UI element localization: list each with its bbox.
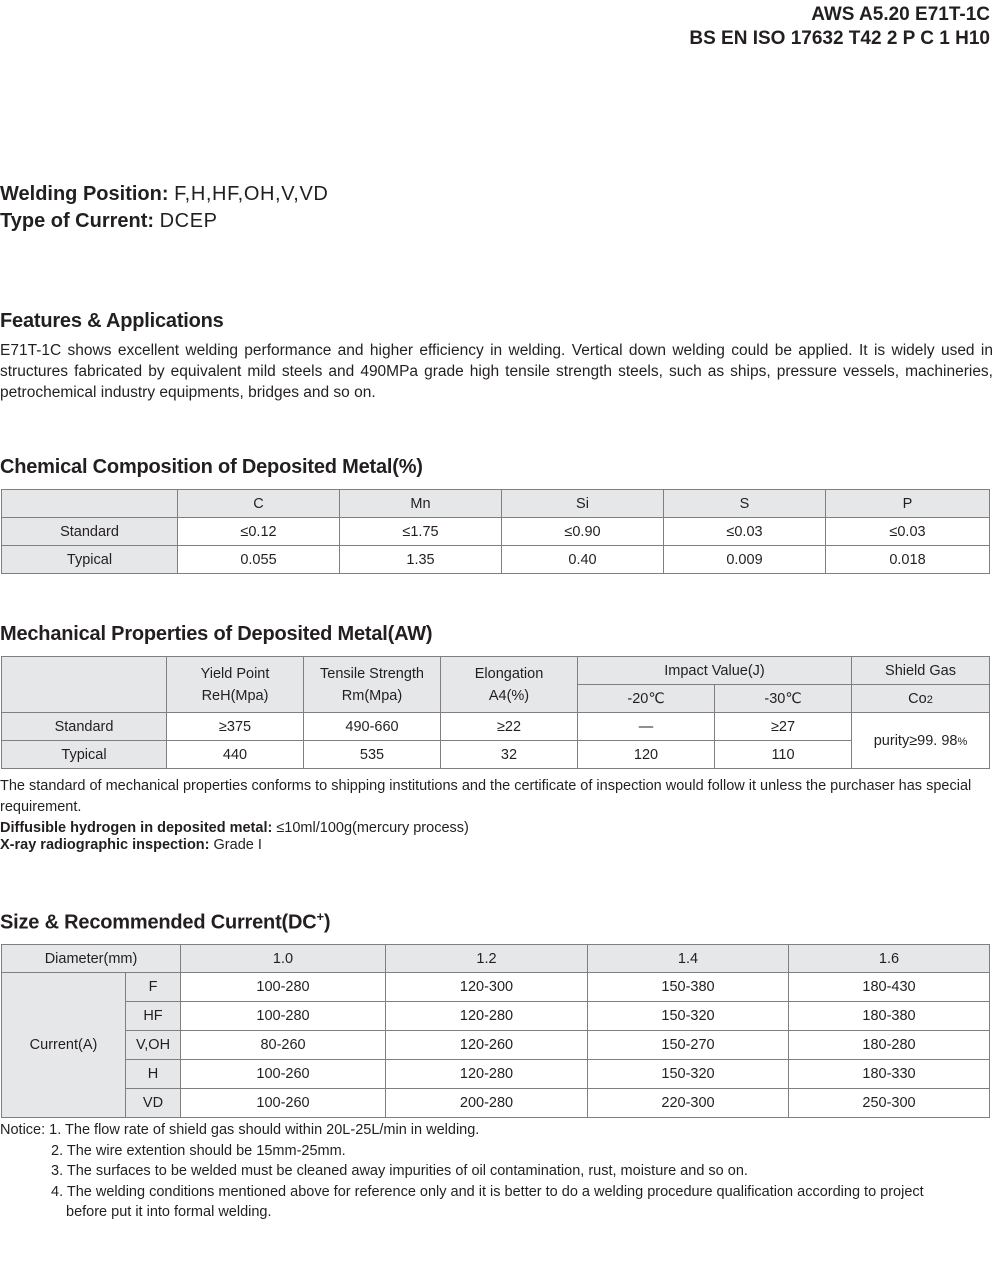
table-cell: 100-260 bbox=[181, 1089, 386, 1118]
table-cell: 220-300 bbox=[588, 1089, 789, 1118]
diameter-1-6: 1.6 bbox=[789, 945, 990, 973]
chemical-header-empty bbox=[2, 490, 178, 518]
table-cell: 200-280 bbox=[386, 1089, 588, 1118]
notice-text: 1. The flow rate of shield gas should within 20L-25L/min in welding. bbox=[49, 1122, 480, 1138]
chemical-header-s: S bbox=[664, 490, 826, 518]
header-elong-line-1: Elongation bbox=[474, 665, 544, 682]
diameter-1-4: 1.4 bbox=[588, 945, 789, 973]
chemical-title: Chemical Composition of Deposited Metal(%) bbox=[0, 456, 423, 478]
position-label: HF bbox=[126, 1002, 181, 1031]
table-cell: 120-260 bbox=[386, 1031, 588, 1060]
table-row bbox=[2, 1031, 990, 1060]
table-cell: 100-280 bbox=[181, 973, 386, 1002]
table-cell: ≤0.90 bbox=[502, 518, 664, 546]
table-cell: 150-320 bbox=[588, 1002, 789, 1031]
table-cell: ≥375 bbox=[167, 713, 304, 741]
table-cell: 440 bbox=[167, 741, 304, 769]
purity-unit: % bbox=[957, 735, 968, 748]
purity-value: 98 bbox=[941, 732, 958, 749]
welding-info bbox=[0, 181, 328, 235]
table-cell: 120-280 bbox=[386, 1002, 588, 1031]
xray-label: X-ray radiographic inspection: bbox=[0, 837, 210, 853]
header-yield-point bbox=[167, 657, 304, 713]
size-current-table bbox=[1, 944, 990, 1118]
header-impact-minus30: -30℃ bbox=[715, 685, 852, 713]
position-label: F bbox=[126, 973, 181, 1002]
mechanical-table bbox=[1, 656, 990, 769]
size-title-end: ) bbox=[323, 911, 331, 934]
hydrogen-value: ≤10ml/100g(mercury process) bbox=[276, 820, 469, 836]
notice-item-3: 3. The surfaces to be welded must be cleaned away impurities of oil contamination, rust, moisture and so on. bbox=[51, 1163, 748, 1179]
current-label: Current(A) bbox=[2, 973, 126, 1118]
row-label: Typical bbox=[2, 546, 178, 574]
chemical-header-row bbox=[2, 490, 990, 518]
position-label: VD bbox=[126, 1089, 181, 1118]
gas-co-text: Co bbox=[908, 690, 927, 707]
table-cell: 490-660 bbox=[304, 713, 441, 741]
chemical-table bbox=[1, 489, 990, 574]
welding-position-line bbox=[0, 181, 328, 208]
welding-position-label: Welding Position: bbox=[0, 183, 169, 205]
table-cell: — bbox=[578, 713, 715, 741]
table-cell: 120-300 bbox=[386, 973, 588, 1002]
table-cell: 180-330 bbox=[789, 1060, 990, 1089]
header-gas-co2 bbox=[852, 685, 990, 713]
table-cell: 250-300 bbox=[789, 1089, 990, 1118]
table-cell: 535 bbox=[304, 741, 441, 769]
table-cell: 180-430 bbox=[789, 973, 990, 1002]
table-cell: 100-280 bbox=[181, 1002, 386, 1031]
hydrogen-xray-info bbox=[0, 820, 469, 854]
header-tensile-line-2: Rm(Mpa) bbox=[341, 687, 403, 704]
diameter-1-2: 1.2 bbox=[386, 945, 588, 973]
table-row bbox=[2, 1002, 990, 1031]
table-cell: 100-260 bbox=[181, 1060, 386, 1089]
notice-item-1 bbox=[0, 1120, 924, 1141]
table-cell: 80-260 bbox=[181, 1031, 386, 1060]
size-title-sup: + bbox=[316, 909, 324, 924]
header-tensile-line-1: Tensile Strength bbox=[320, 665, 424, 682]
chemical-header-mn: Mn bbox=[340, 490, 502, 518]
mechanical-header-empty bbox=[2, 657, 167, 713]
size-header-row bbox=[2, 945, 990, 973]
welding-position-value: F,H,HF,OH,V,VD bbox=[174, 183, 329, 205]
position-label: H bbox=[126, 1060, 181, 1089]
header-shield-gas: Shield Gas bbox=[852, 657, 990, 685]
xray-value: Grade I bbox=[213, 837, 262, 853]
table-cell: ≤0.03 bbox=[664, 518, 826, 546]
notice-block bbox=[0, 1120, 924, 1223]
purity-text: purity≥99. bbox=[873, 732, 938, 749]
table-cell: 150-320 bbox=[588, 1060, 789, 1089]
mechanical-header-row-1 bbox=[2, 657, 990, 685]
size-title-text: Size & Recommended Current(DC bbox=[0, 911, 317, 934]
notice-label: Notice: bbox=[0, 1122, 46, 1138]
header-impact-value: Impact Value(J) bbox=[578, 657, 852, 685]
size-title bbox=[0, 909, 330, 935]
diameter-1-0: 1.0 bbox=[181, 945, 386, 973]
mechanical-title: Mechanical Properties of Deposited Metal(AW) bbox=[0, 623, 433, 645]
table-row bbox=[2, 1089, 990, 1118]
table-cell: 0.055 bbox=[178, 546, 340, 574]
table-cell: 1.35 bbox=[340, 546, 502, 574]
row-label: Typical bbox=[2, 741, 167, 769]
table-cell: 32 bbox=[441, 741, 578, 769]
header-line-aws: AWS A5.20 E71T-1C bbox=[811, 4, 990, 25]
table-cell: 180-280 bbox=[789, 1031, 990, 1060]
table-cell: 120-280 bbox=[386, 1060, 588, 1089]
row-label: Standard bbox=[2, 518, 178, 546]
hydrogen-line bbox=[0, 820, 469, 837]
diameter-label: Diameter(mm) bbox=[2, 945, 181, 973]
table-cell: 0.40 bbox=[502, 546, 664, 574]
gas-subscript: 2 bbox=[926, 693, 933, 706]
table-cell: 150-270 bbox=[588, 1031, 789, 1060]
current-type-label: Type of Current: bbox=[0, 210, 155, 232]
table-row bbox=[2, 546, 990, 574]
table-row bbox=[2, 713, 990, 741]
header-impact-minus20: -20℃ bbox=[578, 685, 715, 713]
table-row bbox=[2, 518, 990, 546]
header-yield-line-2: ReH(Mpa) bbox=[201, 687, 269, 704]
notice-item-4: 4. The welding conditions mentioned above for reference only and it is better to do a welding procedure qualification according to project bbox=[51, 1183, 924, 1200]
table-cell: 0.009 bbox=[664, 546, 826, 574]
table-cell: 180-380 bbox=[789, 1002, 990, 1031]
header-yield-line-1: Yield Point bbox=[200, 665, 270, 682]
table-row bbox=[2, 1060, 990, 1089]
header-tensile-strength bbox=[304, 657, 441, 713]
table-row bbox=[2, 741, 990, 769]
header-elongation bbox=[441, 657, 578, 713]
chemical-header-p: P bbox=[826, 490, 990, 518]
table-cell: 110 bbox=[715, 741, 852, 769]
standard-header bbox=[689, 3, 990, 51]
notice-item-2: 2. The wire extention should be 15mm-25mm. bbox=[51, 1142, 346, 1159]
table-cell: 150-380 bbox=[588, 973, 789, 1002]
table-cell: 120 bbox=[578, 741, 715, 769]
current-type-value: DCEP bbox=[159, 210, 218, 232]
xray-line bbox=[0, 837, 469, 854]
header-line-en-iso: BS EN ISO 17632 T42 2 P C 1 H10 bbox=[689, 28, 990, 49]
table-cell: ≤1.75 bbox=[340, 518, 502, 546]
table-cell: ≤0.12 bbox=[178, 518, 340, 546]
purity-cell bbox=[852, 713, 990, 769]
features-text: E71T-1C shows excellent welding performance and higher efficiency in welding. Vertical down welding could be applied. It is widely used in structures fabricated by equivalent mild steels and 490MPa grade high tensile strength steels, such as ships, pressure vessels, machineries, petrochemical industry equipments, bridges and so on. bbox=[0, 342, 993, 401]
hydrogen-label: Diffusible hydrogen in deposited metal: bbox=[0, 820, 273, 836]
table-cell: 0.018 bbox=[826, 546, 990, 574]
features-title: Features & Applications bbox=[0, 310, 224, 332]
table-row bbox=[2, 973, 990, 1002]
table-cell: ≥22 bbox=[441, 713, 578, 741]
notice-item-4-cont: before put it into formal welding. bbox=[66, 1204, 272, 1220]
current-type-line bbox=[0, 208, 328, 235]
position-label: V,OH bbox=[126, 1031, 181, 1060]
chemical-header-si: Si bbox=[502, 490, 664, 518]
mechanical-note: The standard of mechanical properties conforms to shipping institutions and the certificate of inspection would follow it unless the purchaser has special requirement. bbox=[0, 778, 972, 815]
table-cell: ≥27 bbox=[715, 713, 852, 741]
row-label: Standard bbox=[2, 713, 167, 741]
table-cell: ≤0.03 bbox=[826, 518, 990, 546]
header-elong-line-2: A4(%) bbox=[488, 687, 530, 704]
chemical-header-c: C bbox=[178, 490, 340, 518]
